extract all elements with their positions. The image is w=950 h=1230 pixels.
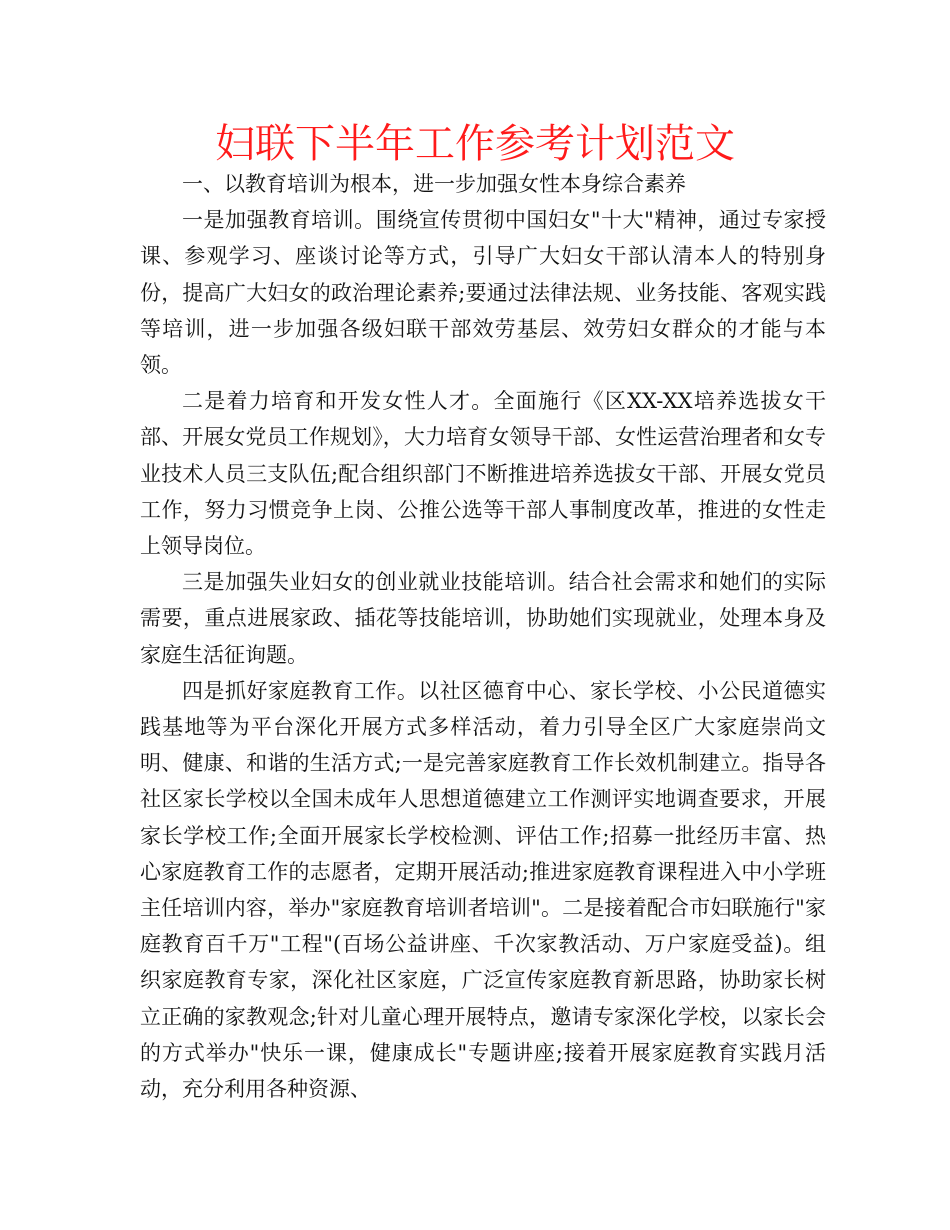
- paragraph: 四是抓好家庭教育工作。以社区德育中心、家长学校、小公民道德实践基地等为平台深化开展方式多样活动，着力引导全区广大家庭崇尚文明、健康、和谐的生活方式;一是完善家庭教育工作长效机制建立。指导各社区家长学校以全国未成年人思想道德建立工作测评实地调查要求，开展家长学校工作;全面开展家长学校检测、评估工作;招募一批经历丰富、热心家庭教育工作的志愿者，定期开展活动;推进家庭教育课程进入中小学班主任培训内容，举办"家庭教育培训者培训"。二是接着配合市妇联施行"家庭教育百千万"工程"(百场公益讲座、千次家教活动、万户家庭受益)。组织家庭教育专家，深化社区家庭，广泛宣传家庭教育新思路，协助家长树立正确的家教观念;针对儿童心理开展特点，邀请专家深化学校，以家长会的方式举办"快乐一课，健康成长"专题讲座;接着开展家庭教育实践月活动，充分利用各种资源、: [140, 678, 826, 1102]
- paragraph: 二是着力培育和开发女性人才。全面施行《区XX-XX培养选拔女干部、开展女党员工作规划》，大力培育女领导干部、女性运营治理者和女专业技术人员三支队伍;配合组织部门不断推进培养选拔女干部、开展女党员工作，努力习惯竞争上岗、公推公选等干部人事制度改革，推进的女性走上领导岗位。: [140, 389, 826, 559]
- document-body: [140, 166, 826, 1107]
- section-heading: 一、以教育培训为根本，进一步加强女性本身综合素养: [182, 172, 686, 196]
- paragraph: 一是加强教育培训。围绕宣传贯彻中国妇女"十大"精神，通过专家授课、参观学习、座谈讨论等方式，引导广大妇女干部认清本人的特别身份，提高广大妇女的政治理论素养;要通过法律法规、业务技能、客观实践等培训，进一步加强各级妇联干部效劳基层、效劳妇女群众的才能与本领。: [140, 208, 826, 378]
- document-title: 妇联下半年工作参考计划范文: [215, 121, 735, 167]
- paragraph: 三是加强失业妇女的创业就业技能培训。结合社会需求和她们的实际需要，重点进展家政、插花等技能培训，协助她们实现就业，处理本身及家庭生活征询题。: [140, 570, 826, 667]
